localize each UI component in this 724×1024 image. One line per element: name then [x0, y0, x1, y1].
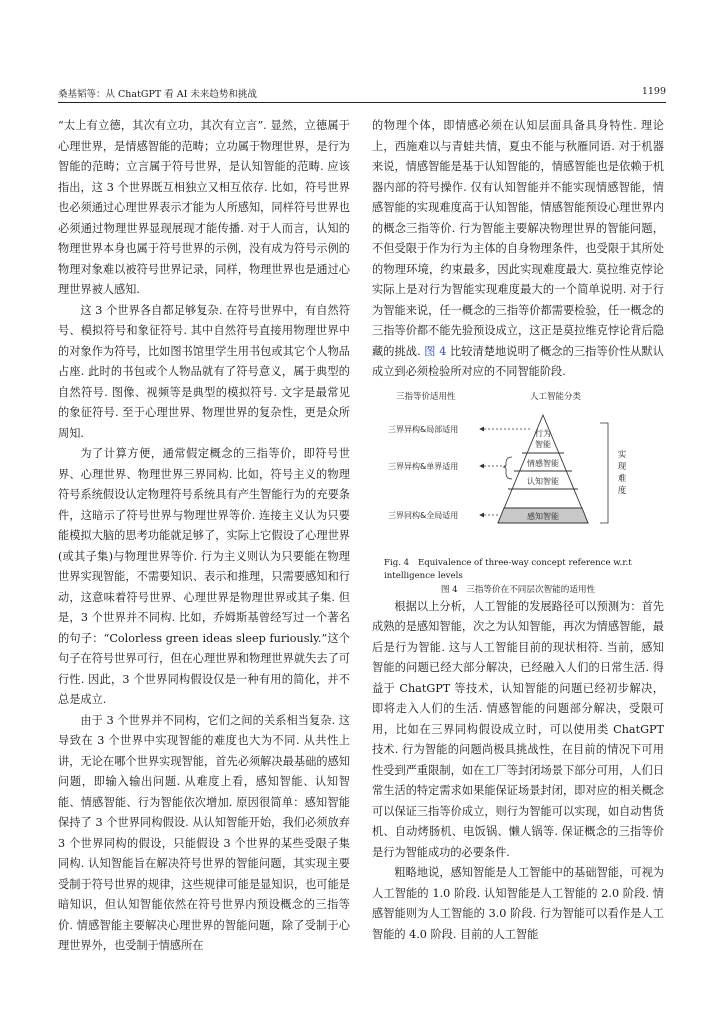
side-label-4: 度: [617, 485, 627, 496]
level-emotion: 情感智能: [527, 458, 559, 468]
paragraph: 由于 3 个世界并不同构，它们之间的关系相当复杂. 这导致在 3 个世界中实现智能的难度也大为不同. 从共性上讲，无论在哪个世界实现智能，首先必须解决最基础的感知问题，即输入输出问题. 从难度上看，感知智能、认知智能、情感智能、行为智能依次增加. 原因很简单：感知智能保持了 3 个世界同构假设. 从认知智能开始，我们必须放弃 3 个世界同构的假设，只能假设 3 个世界的某些受限子集同构. 认知智能旨在解决符号世界的智能问题，其实现主要受制于符号世界的规律，这些规律可能是显知识，也可能是暗知识，但认知智能依然在符号世界内预设概念的三指等价. 情感智能主要解决心理世界的智能问题，除了受制于心理世界外，也受制于情感所在: [58, 713, 350, 952]
level-behavior-1: 行为: [535, 428, 551, 438]
level-behavior-2: 智能: [535, 439, 551, 449]
level-cognition: 认知智能: [527, 476, 559, 486]
side-label-2: 现: [617, 461, 627, 472]
left-heading: 三指等价适用性: [396, 391, 456, 402]
left-column: [58, 116, 350, 957]
paragraph-text: 的物理个体，即情感必须在认知层面具备具身特性. 理论上，西施难以与青蛙共情，夏虫不能与秋雁同语. 对于机器来说，情感智能是基于认知智能的，情感智能也是依赖于机器内部的符号操作. 仅有认知智能并不能实现情感智能，情感智能的实现难度高于认知智能，情感智能预设心理世界内的概念三指等价. 行为智能主要解决物理世界的智能问题，不但受限于作为行为主体的自身物理条件，也受限于其所处的物理环境，约束最多，因此实现难度最大. 莫拉维克悖论实际上是对行为智能实现难度最大的一个简单说明. 对于行为智能来说，任一概念的三指等价都需要检验，任一概念的三指等价都不能先验预设成立，这正是莫拉维克悖论背后隐藏的挑战.: [372, 119, 664, 358]
figure-caption-zh: 图 4 三指等价在不同层次智能的适用性: [440, 584, 596, 595]
side-label-1: 实: [617, 449, 627, 460]
row-label-global: 三界同构&全局适用: [388, 510, 459, 520]
caption-label: Fig. 4: [384, 557, 410, 568]
right-heading: 人工智能分类: [530, 391, 582, 402]
level-perception: 感知智能: [527, 511, 559, 521]
pyramid-diagram: [372, 387, 664, 557]
page-number: 1199: [641, 86, 666, 97]
caption-text: Equivalence of three-way concept reference w.r.t intelligence levels: [384, 557, 632, 581]
side-label-3: 难: [617, 473, 627, 484]
right-column: [372, 116, 664, 945]
paragraph: 根据以上分析，人工智能的发展路径可以预测为：首先成熟的是感知智能，次之为认知智能，再次为情感智能，最后是行为智能. 这与人工智能目前的现状相符. 当前，感知智能的问题已经大部分解决，已经融入人们的日常生活. 得益于 ChatGPT 等技术，认知智能的问题已经初步解决，即将走入人们的生活. 情感智能的问题部分解决，受限可用，比如在三界同构假设成立时，可以使用类 ChatGPT 技术. 行为智能的问题尚极具挑战性，在目前的情况下可用性受到严重限制，如在工厂等封闭场景下部分可用，人们日常生活的特定需求如果能保证场景封闭，即对应的相关概念可以保证三指等价成立，则行为智能可以实现，如自动售货机、自动烤肠机、电饭锅、懒人锅等. 保证概念的三指等价是行为智能成功的必要条件.: [372, 599, 664, 859]
paragraph: 粗略地说，感知智能是人工智能中的基础智能，可视为人工智能的 1.0 阶段. 认知智能是人工智能的 2.0 阶段. 情感智能则为人工智能的 3.0 阶段. 行为智能可以看作是人工智能的 4.0 阶段. 目前的人工智能: [372, 866, 664, 941]
figure-reference-link[interactable]: 图 4: [424, 344, 447, 358]
row-label-single: 三界异构&单界适用: [388, 461, 459, 471]
paragraph: 这 3 个世界各自都足够复杂. 在符号世界中，有自然符号、模拟符号和象征符号. 其中自然符号直接用物理世界中的对象作为符号，比如图书馆里学生用书包或其它个人物品占座. 此时的书包或个人物品就有了符号意义，属于典型的自然符号. 图像、视频等是典型的模拟符号. 文字是最常见的象征符号. 至于心理世界、物理世界的复杂性，更是众所周知.: [58, 303, 350, 440]
figure-4: [372, 387, 664, 557]
figure-caption-en: [372, 557, 664, 583]
running-header: [58, 84, 666, 103]
header-title: 桑基韬等：从 ChatGPT 看 AI 未来趋势和挑战: [58, 89, 257, 100]
row-label-local: 三界异构&局部适用: [388, 424, 459, 434]
paragraph-text: 比较清楚地说明了概念的三指等价性从默认成立到必须检验所对应的不同智能阶段.: [372, 344, 664, 378]
paragraph: [372, 116, 664, 383]
paragraph: 为了计算方便，通常假定概念的三指等价，即符号世界、心理世界、物理世界三界同构. 比如，符号主义的物理符号系统假设认定物理符号系统具有产生智能行为的充要条件，这暗示了符号世界与物理世界等价. 连接主义认为只要能模拟大脑的思考功能就足够了，实际上它假设了心理世界(或其子集)与物理世界等价. 行为主义则认为只要能在物理世界实现智能，不需要知识、表示和推理，只需要感知和行动，这意味着符号世界、心理世界是物理世界或其子集. 但是，3 个世界并不同构. 比如，乔姆斯基曾经写过一个著名的句子：“Colorless green ideas sleep furiously.”这个句子在符号世界可行，但在心理世界和物理世界就失去了可行性. 因此，3 个世界同构假设仅是一种有用的简化，并不总是成立.: [58, 447, 350, 706]
paragraph: “太上有立德，其次有立功，其次有立言”. 显然，立德属于心理世界，是情感智能的范畴；立功属于物理世界，是行为智能的范畴；立言属于符号世界，是认知智能的范畴. 应该指出，这 3 个世界既互相独立又相互依存. 比如，符号世界也必须通过心理世界表示才能为人所感知，同样符号世界也必须通过物理世界显现展现才能传播. 对于人而言，认知的物理世界本身也属于符号世界的示例，没有成为符号示例的物理对象难以被符号世界记录，同样，物理世界也是通过心理世界被人感知.: [58, 119, 350, 296]
